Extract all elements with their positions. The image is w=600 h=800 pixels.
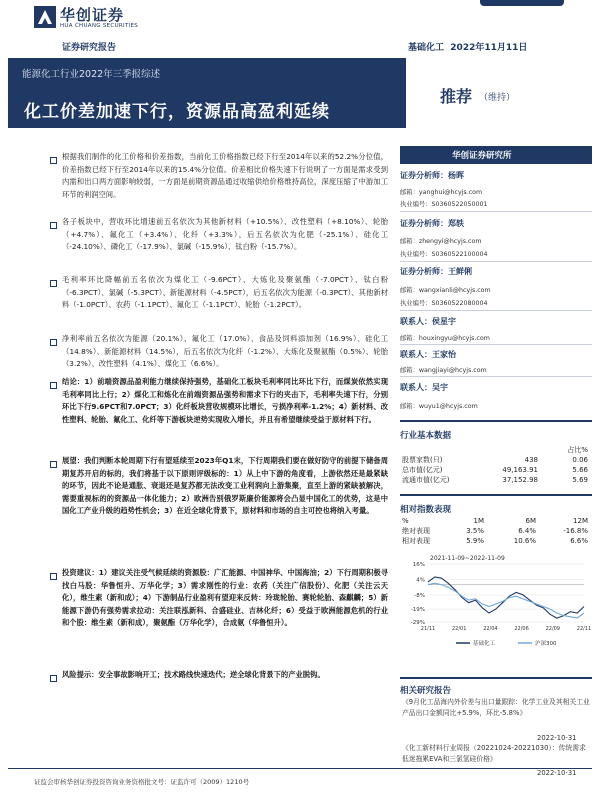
contact-email[interactable]: 邮箱：wuyu1@hcyjs.com [400, 403, 478, 410]
analyst-email[interactable]: 邮箱：yanghui@hcyjs.com [400, 189, 483, 196]
divider [400, 261, 592, 262]
contact-email[interactable]: 邮箱：houxingyu@hcyjs.com [400, 335, 490, 342]
contact-role: 联系人：侯星宇 [400, 317, 456, 326]
basic-data-heading: 行业基本数据 [400, 431, 452, 441]
row-label: 相对表现 [402, 537, 430, 545]
report-title: 化工价差加速下行，资源品高盈利延续 [24, 102, 330, 122]
pct-header: 占比% [567, 446, 588, 454]
chart-legend-label: 沪深300 [535, 641, 557, 647]
chart-x-tick-label: 22/06 [514, 626, 529, 632]
row-pct: 0.06 [572, 456, 588, 464]
cell: 10.6% [513, 537, 536, 545]
bullet-square-icon [50, 222, 57, 229]
cell: 6.6% [570, 537, 588, 545]
related-heading: 相关研究报告 [400, 686, 452, 696]
table-row [402, 465, 588, 475]
rating-sub: （维持） [479, 93, 516, 103]
divider [400, 344, 592, 345]
chart-series-line-sector [428, 577, 584, 618]
chart-x-tick-label: 22/11 [576, 626, 592, 632]
section-rule [400, 494, 592, 496]
row-pct: 5.66 [572, 466, 588, 474]
divider [400, 376, 592, 377]
doc-meta [408, 40, 527, 53]
col-header: 12M [573, 517, 588, 525]
row-label: 股票家数(只) [402, 456, 443, 464]
divider [400, 310, 592, 311]
chart-series-line-benchmark [428, 583, 584, 618]
bullet-square-icon [50, 573, 57, 580]
bullet-revenue: 各子板块中，营收环比增速前五名依次为其他新材料（+10.5%）、改性塑料（+8.10%）、轮胎（+4.7%）、氟化工（+3.4%）、化纤（+3.3%），后五名依次为化肥（-25.1%）、硅化工（-24.10%）、磷化工（-17.9%）、氯碱（-15.9%）、钛白粉（-15.7%）。 [62, 217, 388, 252]
table-row [402, 526, 588, 536]
doc-type: 证券研究报告 [62, 43, 117, 53]
report-date: 2022年11月11日 [450, 43, 528, 53]
bullet-square-icon [50, 461, 57, 468]
chart-y-tick-label: 4% [416, 577, 425, 584]
table-row [402, 455, 588, 465]
table-row [402, 475, 588, 485]
related-report-date: 2022-10-31 [537, 734, 577, 742]
analyst-role: 证券分析师：王鲜俐 [400, 267, 472, 276]
performance-heading: 相对指数表现 [400, 505, 452, 515]
bullet-net-margin: 净利率前五名依次为能源（20.1%）、氟化工（17.0%）、食品及饲料添加剂（16.9%）、硅化工（14.8%）、新能源材料（14.5%），后五名依次为化纤（-1.2%）、大炼化及聚氨酯（0.5%）、轮胎（3.2%）、改性塑料（4.1%）、煤化工（6.6%）。 [62, 334, 388, 369]
col-header: 1M [473, 517, 484, 525]
row-label: 流通市值(亿元) [402, 476, 450, 484]
bullet-square-icon [50, 280, 57, 287]
section-rule [400, 420, 592, 422]
analyst-role: 证券分析师：杨晖 [400, 171, 464, 180]
section-rule [400, 677, 592, 679]
bullet-investment: 投资建议：1）建议关注受气候延续的资源股：广汇能源、中国神华、中国海油；2）下行周期积极寻找白马股：华鲁恒升、万华化学；3）需求刚性的行业：农药（关注广信股份）、化肥（关注云天化），维生素（新和成）；4）下游制品行业盈利有望迎来反转：玲珑轮胎、赛轮轮胎、森麒麟；5）新能源下游仍有强势需求拉动：关注联泓新科、合盛硅业、吉林化纤；6）受益于欧洲能源危机的行业和个股：维生素（新和成），聚氨酯（万华化学），合成氨（华鲁恒升）。 [62, 568, 388, 628]
performance-table [402, 516, 588, 546]
bullet-price-index: 根据我们制作的化工价格和价差指数，当前化工价格指数已经下行至2014年以来的52.2%分位值，价差指数已经下行至2014年以来的15.4%分位值。价差相比价格失速下行说明了一方面是需求受到内需和出口两方面影响较弱，一方面是前期资源品通过收缩供给价格维持高位，深度压缩了中游加工环节的利润空间。 [62, 152, 388, 199]
contact-email[interactable]: 邮箱：wangjiayi@hcyjs.com [400, 367, 487, 374]
chart-y-tick-label: 16% [412, 562, 425, 568]
chart-legend-label: 基础化工 [473, 641, 496, 647]
bullet-square-icon [50, 157, 57, 164]
cell: 6.4% [518, 527, 536, 535]
row-value: 49,163.91 [502, 466, 538, 474]
chart-y-tick-label: -8% [414, 592, 425, 599]
bullet-risk: 风险提示：安全事故影响开工；技术路线快速迭代；逆全球化背景下的产业脱钩。 [62, 670, 325, 679]
divider [400, 211, 592, 212]
row-value: 37,152.98 [502, 476, 538, 484]
sector-label: 基础化工 [408, 43, 445, 53]
chart-y-tick-label: -19% [410, 607, 425, 614]
cell: -16.8% [563, 527, 588, 535]
contact-role: 联系人：王家怡 [400, 350, 456, 359]
analyst-cert: 执业编号：S0360522050001 [400, 201, 488, 208]
bullet-square-icon [50, 382, 57, 389]
cell: 3.5% [466, 527, 484, 535]
bullet-gross-margin: 毛利率环比降幅前五名依次为煤化工（-9.6PCT）、大炼化及聚氨酯（-7.0PCT）、钛白粉（-6.3PCT）、氯碱（-5.3PCT）、新能源材料（-4.5PCT），后五名依次为能源（-0.3PCT）、其他新材料（-1.0PCT）、农药（-1.1PCT）、氟化工（-1.1PCT）、轮胎（-1.2PCT）。 [62, 275, 388, 310]
row-pct: 5.69 [572, 476, 588, 484]
bullet-conclusion: 结论：1）前端资源品盈利能力继续保持强势，基础化工板块毛利率同比环比下行，而煤炭依然实现毛利率同比上行；2）煤化工和炼化在前端资源品强势和需求下行的夹击下，毛利率失速下行，分别环比下行9.6PCT和7.0PCT；3）化纤板块营收规模环比增长，亏损净利率-1.2%；4）新材料、改性塑料、轮胎、氟化工、化纤等下游板块逆势实现收入增长，并且有希望继续受益于原材料下行。 [62, 377, 388, 424]
row-label: 总市值(亿元) [402, 466, 443, 474]
related-report-link[interactable]: 《9月化工品海内外价差与出口量跟踪：化学工业及其相关工业产品出口金额同比+5.9%，环比-5.8%》 [402, 698, 590, 717]
performance-chart [398, 552, 592, 654]
chart-title: 2021-11-09~2022-11-09 [430, 555, 505, 562]
header-tab-decoration [480, 0, 564, 6]
analyst-role: 证券分析师：郑轶 [400, 219, 464, 228]
analyst-cert: 执业编号：S0360522100004 [400, 251, 488, 258]
institute-name: 华创证券研究所 [452, 151, 512, 161]
contact-role: 联系人：吴宇 [400, 383, 448, 392]
rating-main: 推荐 [440, 87, 473, 106]
related-report-link[interactable]: 《化工新材料行业周报（20221024-20221030）：传统需求低迷拖累EVA和三氯氢硅价格》 [402, 744, 586, 763]
chart-x-tick-label: 22/04 [483, 626, 498, 632]
table-row [402, 536, 588, 546]
row-value: 438 [524, 456, 538, 464]
chart-x-tick-label: 22/01 [451, 626, 467, 632]
bullet-square-icon [50, 675, 57, 682]
report-series: 能源化工行业2022年三季报综述 [22, 69, 161, 80]
analyst-cert: 执业编号：S0360522080004 [400, 300, 488, 307]
row-label: 绝对表现 [402, 527, 430, 535]
col-header: 6M [525, 517, 536, 525]
related-report-date: 2022-10-31 [537, 769, 577, 777]
analyst-email[interactable]: 邮箱：wangxianli@hcyjs.com [400, 287, 491, 294]
footer-text: 证监会审核华创证券投资咨询业务资格批文号：证监许可（2009）1210号 [34, 778, 250, 786]
logo-icon [34, 6, 56, 28]
chart-x-tick-label: 22/09 [545, 626, 561, 632]
basic-data-table [402, 445, 588, 485]
analyst-email[interactable]: 邮箱：zhengyi@hcyjs.com [400, 238, 482, 245]
bullet-square-icon [50, 339, 57, 346]
bullet-outlook: 展望：我们判断本轮周期下行有望延续至2023年Q1末，下行周期我们要在做好防守的前提下储备周期复苏开启的标的，我们将基于以下原则评级标的：1）从上中下游的角度看，上游依然还是最紧缺的环节，因此不论是通胀、衰退还是复苏都无法改变工业利润向上游集聚，直至上游的紧缺被解决，需要重视标的的资源品一体化能力；2）欧洲告别俄罗斯廉价能源将会凸显中国化工的优势，这是中国化工产业升级的趋势性机会；3）在近全球化背景下，原材料和市场的自主可控也将纳入考量。 [62, 456, 388, 516]
logo-subtext: HUA CHUANG SECURITIES [60, 23, 139, 29]
footer-rule [8, 768, 592, 769]
unit-label: % [402, 517, 409, 525]
logo-text: 华创证券 [60, 6, 125, 24]
chart-y-tick-label: -29% [410, 620, 425, 626]
chart-x-tick-label: 21/11 [420, 626, 436, 632]
cell: 5.9% [466, 537, 484, 545]
